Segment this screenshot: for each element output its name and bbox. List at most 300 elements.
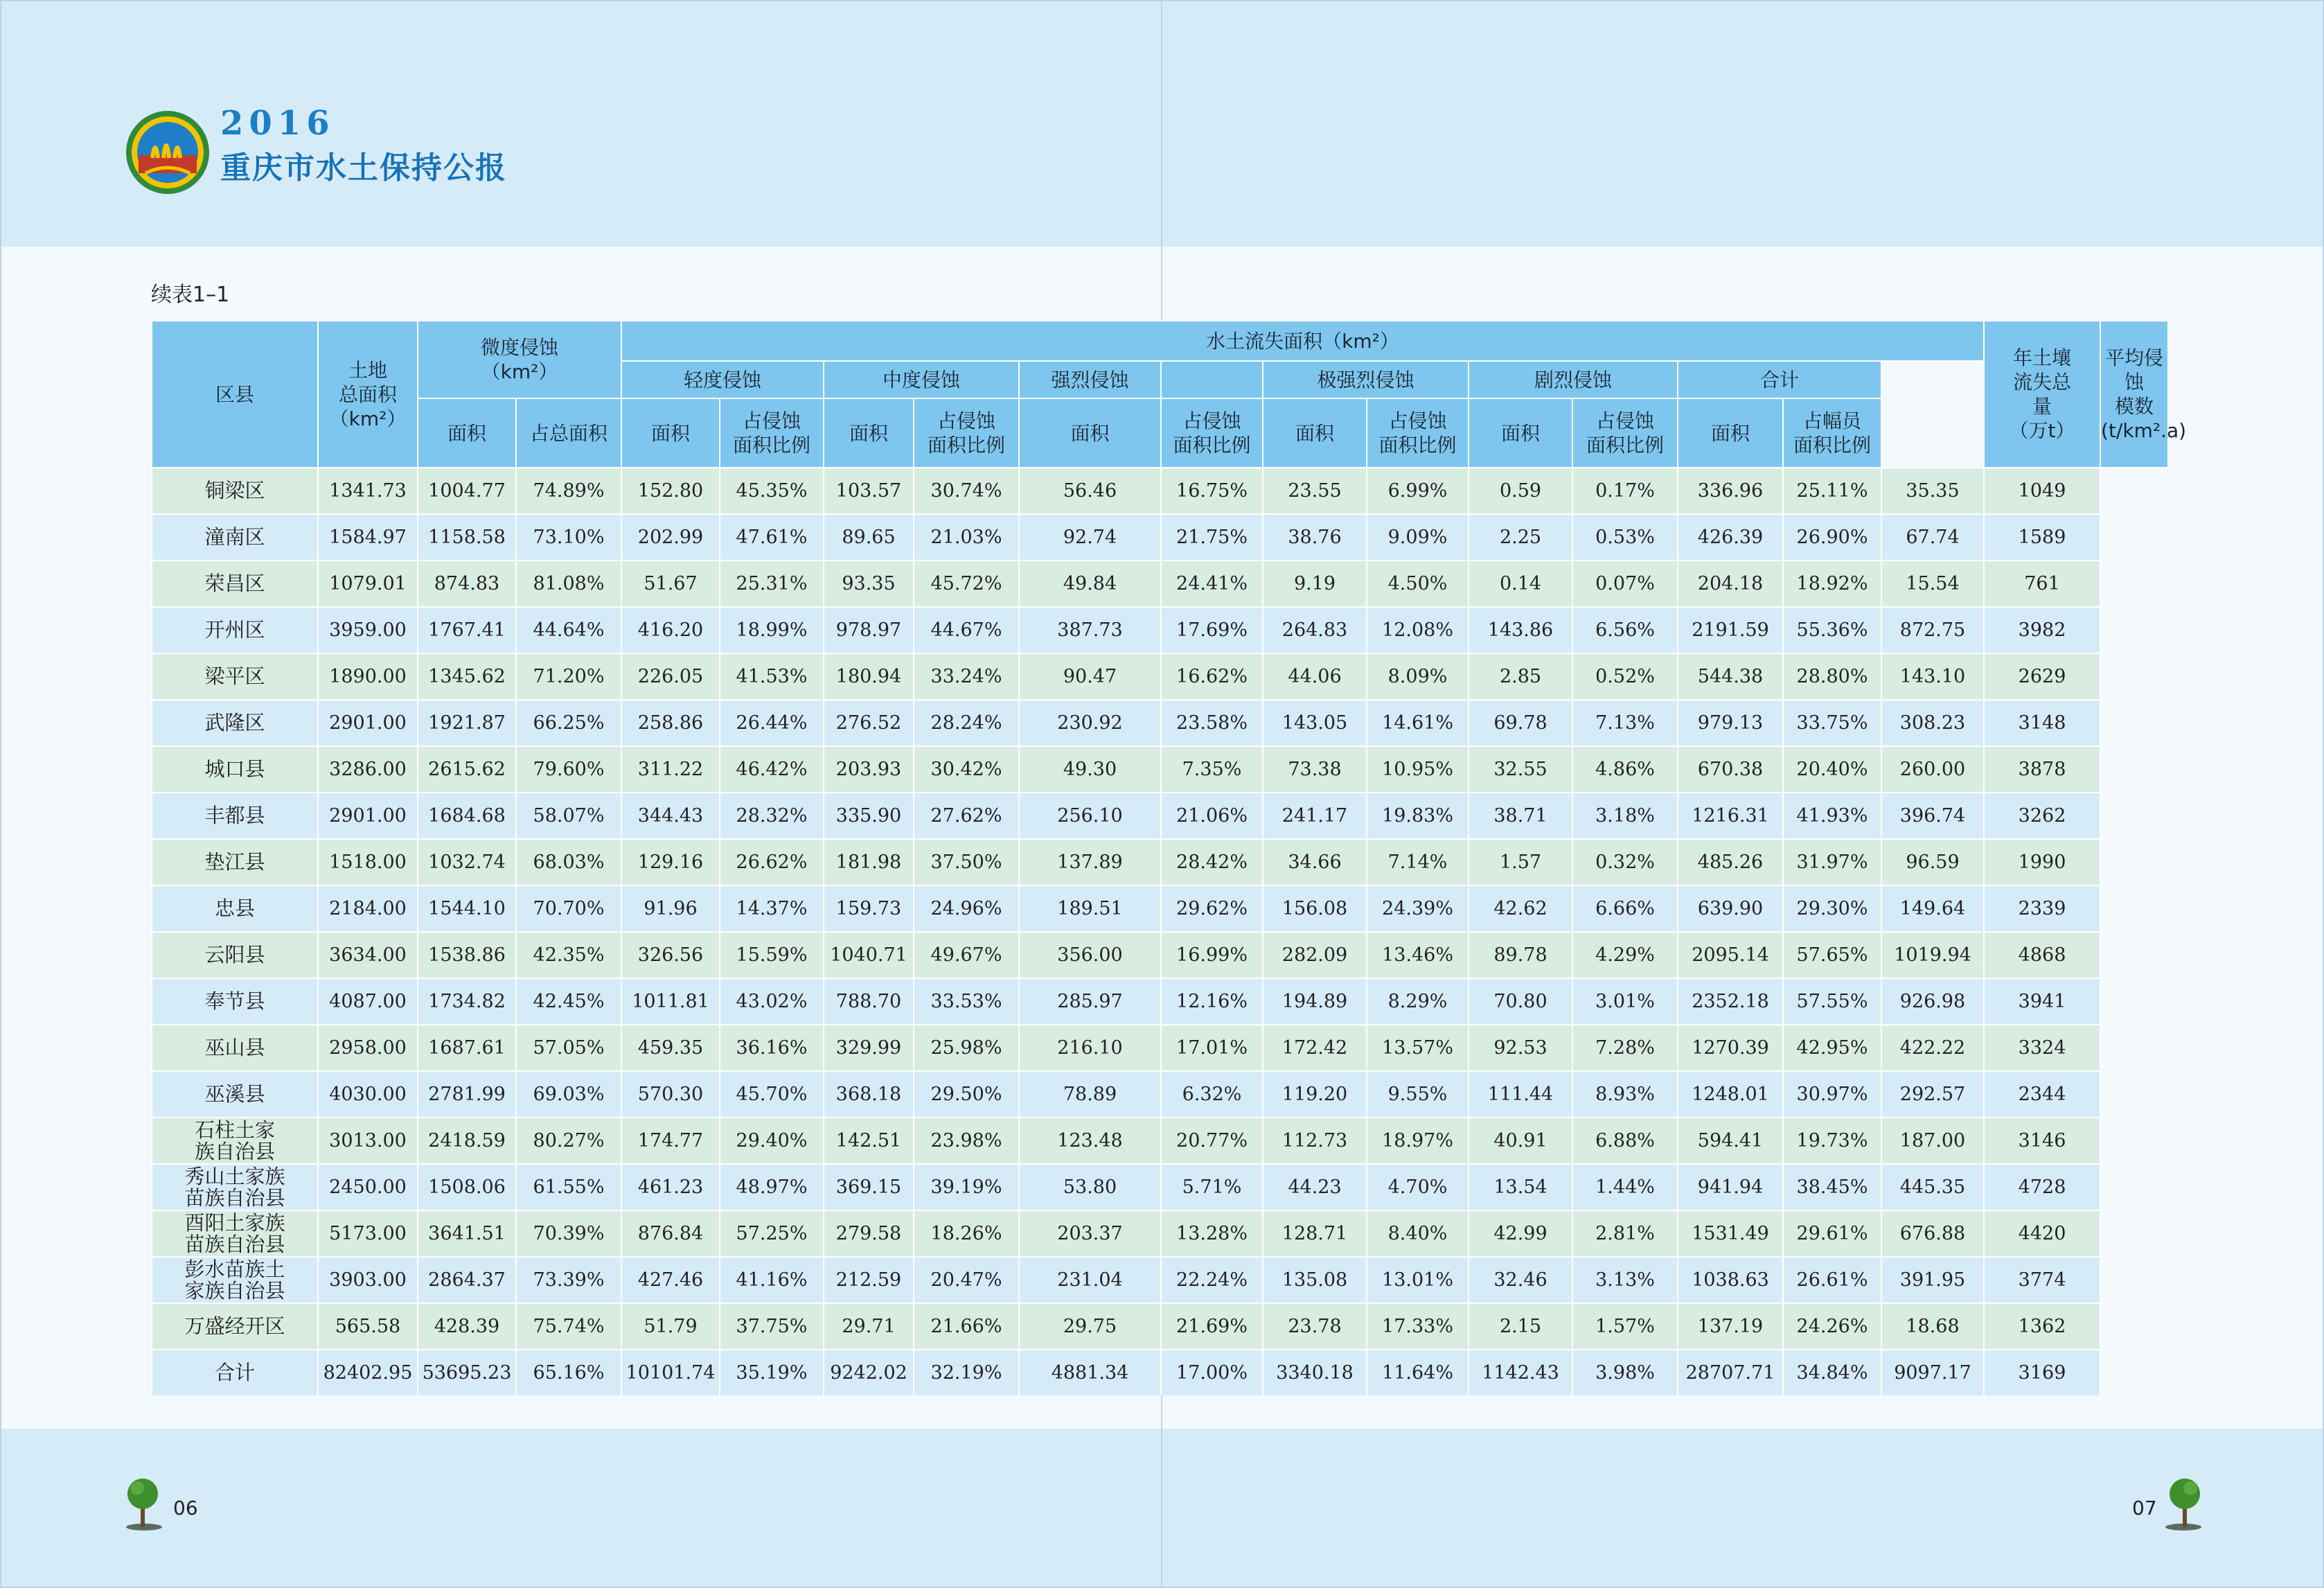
data-cell: 37.75% (720, 1303, 824, 1350)
data-cell: 42.45% (516, 978, 621, 1025)
data-cell: 3286.00 (318, 746, 418, 793)
data-cell: 416.20 (621, 607, 720, 653)
light-pct-l1: 占侵蚀 (743, 409, 801, 432)
moderate-pct-l1: 占侵蚀 (937, 409, 996, 432)
sub-very-intense-pct (1367, 398, 1469, 468)
data-cell: 2958.00 (318, 1025, 418, 1071)
data-cell: 1019.94 (1881, 932, 1984, 978)
data-cell: 459.35 (621, 1025, 720, 1071)
data-cell: 96.59 (1881, 839, 1984, 885)
data-cell: 29.62% (1161, 885, 1263, 932)
data-cell: 75.74% (516, 1303, 621, 1350)
data-cell: 70.70% (516, 885, 621, 932)
data-cell: 2339 (1984, 885, 2100, 932)
data-cell: 79.60% (516, 746, 621, 793)
data-cell: 639.90 (1678, 885, 1783, 932)
data-cell: 25.98% (914, 1025, 1019, 1071)
data-cell: 3148 (1984, 700, 2100, 746)
data-cell: 45.72% (914, 561, 1019, 607)
data-cell: 8.93% (1572, 1071, 1678, 1118)
data-cell: 2450.00 (318, 1164, 418, 1210)
data-cell: 112.73 (1263, 1118, 1367, 1164)
district-name-cell: 城口县 (152, 746, 318, 793)
district-name-cell: 秀山土家族 苗族自治县 (152, 1164, 318, 1210)
data-cell: 22.24% (1161, 1257, 1263, 1303)
light-pct-l2: 面积比例 (733, 434, 811, 457)
data-cell: 1734.82 (418, 978, 516, 1025)
data-cell: 422.22 (1881, 1025, 1984, 1071)
data-cell: 1142.43 (1469, 1350, 1572, 1395)
data-cell: 16.99% (1161, 932, 1263, 978)
sub-moderate-pct (914, 398, 1019, 468)
page-number-left: 06 (173, 1497, 198, 1519)
data-cell: 69.78 (1469, 700, 1572, 746)
data-cell: 1538.86 (418, 932, 516, 978)
data-cell: 4728 (1984, 1164, 2100, 1210)
data-cell: 3941 (1984, 978, 2100, 1025)
data-cell: 2.15 (1469, 1303, 1572, 1350)
data-cell: 29.75 (1019, 1303, 1161, 1350)
data-cell: 2191.59 (1678, 607, 1783, 653)
data-cell: 35.19% (720, 1350, 824, 1395)
data-cell: 7.14% (1367, 839, 1469, 885)
data-cell: 1032.74 (418, 839, 516, 885)
data-cell: 14.61% (1367, 700, 1469, 746)
col-header-total: 合计 (1678, 361, 1881, 398)
data-cell: 2615.62 (418, 746, 516, 793)
sub-severe-area: 面积 (1469, 398, 1572, 468)
data-cell: 20.77% (1161, 1118, 1263, 1164)
data-cell: 2781.99 (418, 1071, 516, 1118)
data-cell: 1158.58 (418, 514, 516, 561)
data-cell: 2352.18 (1678, 978, 1783, 1025)
data-cell: 41.16% (720, 1257, 824, 1303)
slight-label: 微度侵蚀 (481, 336, 559, 359)
data-cell: 128.71 (1263, 1210, 1367, 1257)
district-name-cell: 奉节县 (152, 978, 318, 1025)
data-cell: 26.90% (1783, 514, 1881, 561)
data-cell: 212.59 (824, 1257, 914, 1303)
data-cell: 19.73% (1783, 1118, 1881, 1164)
data-cell: 24.39% (1367, 885, 1469, 932)
data-cell: 1216.31 (1678, 793, 1783, 839)
data-cell: 25.31% (720, 561, 824, 607)
data-cell: 3774 (1984, 1257, 2100, 1303)
data-cell: 670.38 (1678, 746, 1783, 793)
data-cell: 1584.97 (318, 514, 418, 561)
data-cell: 10.95% (1367, 746, 1469, 793)
data-cell: 70.80 (1469, 978, 1572, 1025)
col-header-total-area (318, 321, 418, 468)
data-cell: 33.53% (914, 978, 1019, 1025)
sub-light-area: 面积 (621, 398, 720, 468)
data-cell: 28.32% (720, 793, 824, 839)
data-cell: 258.86 (621, 700, 720, 746)
data-cell: 285.97 (1019, 978, 1161, 1025)
data-cell: 174.77 (621, 1118, 720, 1164)
data-cell: 49.30 (1019, 746, 1161, 793)
data-cell: 4087.00 (318, 978, 418, 1025)
data-cell: 28.24% (914, 700, 1019, 746)
data-cell: 2.25 (1469, 514, 1572, 561)
data-cell: 2864.37 (418, 1257, 516, 1303)
data-cell: 428.39 (418, 1303, 516, 1350)
data-cell: 53.80 (1019, 1164, 1161, 1210)
col-header-slight (418, 321, 621, 398)
data-cell: 44.06 (1263, 653, 1367, 700)
data-cell: 16.75% (1161, 468, 1263, 514)
sub-very-intense-area: 面积 (1263, 398, 1367, 468)
data-cell: 73.38 (1263, 746, 1367, 793)
data-cell: 143.10 (1881, 653, 1984, 700)
data-cell: 9097.17 (1881, 1350, 1984, 1395)
data-cell: 61.55% (516, 1164, 621, 1210)
total-area-line2: 总面积 (338, 382, 397, 406)
total-area-line3: （km²） (329, 407, 407, 430)
data-cell: 80.27% (516, 1118, 621, 1164)
data-cell: 256.10 (1019, 793, 1161, 839)
data-cell: 180.94 (824, 653, 914, 700)
data-cell: 14.37% (720, 885, 824, 932)
data-cell: 3878 (1984, 746, 2100, 793)
data-cell: 1038.63 (1678, 1257, 1783, 1303)
data-cell: 2184.00 (318, 885, 418, 932)
col-header-annual-loss (1984, 321, 2100, 468)
data-cell: 10101.74 (621, 1350, 720, 1395)
data-cell: 13.54 (1469, 1164, 1572, 1210)
table-row (152, 1303, 2168, 1350)
data-cell: 74.89% (516, 468, 621, 514)
annual-loss-line3: 量 (2032, 395, 2052, 418)
data-cell: 4030.00 (318, 1071, 418, 1118)
sub-slight-area: 面积 (418, 398, 516, 468)
data-cell: 4.86% (1572, 746, 1678, 793)
data-cell: 42.95% (1783, 1025, 1881, 1071)
data-cell: 47.61% (720, 514, 824, 561)
data-cell: 29.40% (720, 1118, 824, 1164)
data-cell: 129.16 (621, 839, 720, 885)
data-cell: 426.39 (1678, 514, 1783, 561)
data-cell: 336.96 (1678, 468, 1783, 514)
data-cell: 18.97% (1367, 1118, 1469, 1164)
district-name-cell: 万盛经开区 (152, 1303, 318, 1350)
data-cell: 28.80% (1783, 653, 1881, 700)
data-cell: 1.44% (1572, 1164, 1678, 1210)
data-cell: 49.84 (1019, 561, 1161, 607)
data-cell: 4.50% (1367, 561, 1469, 607)
table-row (152, 468, 2168, 514)
data-cell: 57.25% (720, 1210, 824, 1257)
table-row (152, 1210, 2168, 1257)
data-cell: 276.52 (824, 700, 914, 746)
intense-pct-l1: 占侵蚀 (1182, 409, 1241, 432)
data-cell: 876.84 (621, 1210, 720, 1257)
data-cell: 978.97 (824, 607, 914, 653)
data-cell: 13.57% (1367, 1025, 1469, 1071)
data-cell: 42.35% (516, 932, 621, 978)
data-cell: 7.35% (1161, 746, 1263, 793)
data-cell: 391.95 (1881, 1257, 1984, 1303)
col-header-intense: 强烈侵蚀 (1019, 361, 1161, 398)
data-cell: 13.01% (1367, 1257, 1469, 1303)
data-cell: 24.41% (1161, 561, 1263, 607)
sub-slight-pct: 占总面积 (516, 398, 621, 468)
data-cell: 544.38 (1678, 653, 1783, 700)
data-cell: 311.22 (621, 746, 720, 793)
col-header-loss-area: 水土流失面积（km²） (621, 321, 1984, 361)
data-cell: 37.50% (914, 839, 1019, 885)
data-cell: 18.26% (914, 1210, 1019, 1257)
table-row (152, 1025, 2168, 1071)
data-cell: 0.52% (1572, 653, 1678, 700)
total-pct-l2: 面积比例 (1793, 434, 1872, 457)
data-cell: 1.57 (1469, 839, 1572, 885)
table-row (152, 885, 2168, 932)
data-cell: 1362 (1984, 1303, 2100, 1350)
data-cell: 20.40% (1783, 746, 1881, 793)
data-cell: 32.55 (1469, 746, 1572, 793)
data-cell: 9242.02 (824, 1350, 914, 1395)
data-cell: 4420 (1984, 1210, 2100, 1257)
data-cell: 26.61% (1783, 1257, 1881, 1303)
data-cell: 1004.77 (418, 468, 516, 514)
data-cell: 53695.23 (418, 1350, 516, 1395)
data-cell: 6.32% (1161, 1071, 1263, 1118)
data-cell: 1767.41 (418, 607, 516, 653)
district-name-cell: 云阳县 (152, 932, 318, 978)
data-cell: 15.54 (1881, 561, 1984, 607)
district-name-cell: 石柱土家 族自治县 (152, 1118, 318, 1164)
data-cell: 27.62% (914, 793, 1019, 839)
table-row (152, 607, 2168, 653)
data-cell: 73.10% (516, 514, 621, 561)
data-cell: 3.18% (1572, 793, 1678, 839)
data-cell: 28.42% (1161, 839, 1263, 885)
data-cell: 18.92% (1783, 561, 1881, 607)
data-cell: 676.88 (1881, 1210, 1984, 1257)
data-cell: 6.99% (1367, 468, 1469, 514)
data-cell: 30.42% (914, 746, 1019, 793)
data-cell: 42.62 (1469, 885, 1572, 932)
col-header-very-intense: 极强烈侵蚀 (1263, 361, 1469, 398)
data-cell: 135.08 (1263, 1257, 1367, 1303)
data-cell: 78.89 (1019, 1071, 1161, 1118)
district-name-cell: 酉阳土家族 苗族自治县 (152, 1210, 318, 1257)
data-cell: 16.62% (1161, 653, 1263, 700)
district-name-cell: 荣昌区 (152, 561, 318, 607)
data-cell: 36.16% (720, 1025, 824, 1071)
data-cell: 4868 (1984, 932, 2100, 978)
data-cell: 30.97% (1783, 1071, 1881, 1118)
data-cell: 279.58 (824, 1210, 914, 1257)
data-cell: 119.20 (1263, 1071, 1367, 1118)
data-cell: 3.01% (1572, 978, 1678, 1025)
data-cell: 427.46 (621, 1257, 720, 1303)
annual-loss-line4: （万t） (2009, 419, 2075, 442)
data-cell: 51.79 (621, 1303, 720, 1350)
data-cell: 1011.81 (621, 978, 720, 1025)
district-name-cell: 铜梁区 (152, 468, 318, 514)
data-cell: 1270.39 (1678, 1025, 1783, 1071)
table-caption: 续表1–1 (151, 283, 230, 307)
data-cell: 57.65% (1783, 932, 1881, 978)
data-cell: 9.09% (1367, 514, 1469, 561)
data-cell: 7.13% (1572, 700, 1678, 746)
table-row (152, 1350, 2168, 1395)
data-cell: 202.99 (621, 514, 720, 561)
data-cell: 45.70% (720, 1071, 824, 1118)
data-cell: 45.35% (720, 468, 824, 514)
data-cell: 1049 (1984, 468, 2100, 514)
data-cell: 17.01% (1161, 1025, 1263, 1071)
data-cell: 941.94 (1678, 1164, 1783, 1210)
data-cell: 181.98 (824, 839, 914, 885)
data-cell: 0.17% (1572, 468, 1678, 514)
district-name-cell: 开州区 (152, 607, 318, 653)
data-cell: 1687.61 (418, 1025, 516, 1071)
data-cell: 91.96 (621, 885, 720, 932)
data-cell: 17.69% (1161, 607, 1263, 653)
data-cell: 1531.49 (1678, 1210, 1783, 1257)
sub-severe-pct (1572, 398, 1678, 468)
district-name-cell: 武隆区 (152, 700, 318, 746)
data-cell: 11.64% (1367, 1350, 1469, 1395)
data-cell: 159.73 (824, 885, 914, 932)
data-cell: 34.84% (1783, 1350, 1881, 1395)
data-cell: 3982 (1984, 607, 2100, 653)
data-cell: 42.99 (1469, 1210, 1572, 1257)
data-cell: 18.68 (1881, 1303, 1984, 1350)
data-cell: 3634.00 (318, 932, 418, 978)
data-cell: 38.71 (1469, 793, 1572, 839)
data-cell: 203.37 (1019, 1210, 1161, 1257)
total-area-line1: 土地 (348, 358, 387, 382)
data-cell: 143.05 (1263, 700, 1367, 746)
very-intense-pct-l1: 占侵蚀 (1388, 409, 1447, 432)
data-cell: 46.42% (720, 746, 824, 793)
data-cell: 396.74 (1881, 793, 1984, 839)
data-cell: 874.83 (418, 561, 516, 607)
data-cell: 49.67% (914, 932, 1019, 978)
data-cell: 3262 (1984, 793, 2100, 839)
data-cell: 137.89 (1019, 839, 1161, 885)
district-name-cell: 彭水苗族土 家族自治县 (152, 1257, 318, 1303)
data-cell: 111.44 (1469, 1071, 1572, 1118)
data-cell: 1518.00 (318, 839, 418, 885)
annual-loss-line1: 年土壤 (2013, 346, 2072, 369)
table-row (152, 746, 2168, 793)
sub-total-pct (1783, 398, 1881, 468)
data-cell: 39.19% (914, 1164, 1019, 1210)
erosion-table-body (152, 468, 2168, 1395)
erosion-table-container (151, 320, 2187, 1398)
data-cell: 260.00 (1881, 746, 1984, 793)
data-cell: 1341.73 (318, 468, 418, 514)
table-row (152, 561, 2168, 607)
data-cell: 329.99 (824, 1025, 914, 1071)
data-cell: 3340.18 (1263, 1350, 1367, 1395)
data-cell: 21.06% (1161, 793, 1263, 839)
col-header-light: 轻度侵蚀 (621, 361, 824, 398)
district-name-cell: 忠县 (152, 885, 318, 932)
data-cell: 231.04 (1019, 1257, 1161, 1303)
data-cell: 149.64 (1881, 885, 1984, 932)
data-cell: 1921.87 (418, 700, 516, 746)
table-row (152, 1071, 2168, 1118)
severe-pct-l2: 面积比例 (1586, 434, 1665, 457)
col-header-district: 区县 (152, 321, 318, 468)
data-cell: 19.83% (1367, 793, 1469, 839)
data-cell: 7.28% (1572, 1025, 1678, 1071)
data-cell: 29.30% (1783, 885, 1881, 932)
data-cell: 872.75 (1881, 607, 1984, 653)
data-cell: 29.50% (914, 1071, 1019, 1118)
data-cell: 156.08 (1263, 885, 1367, 932)
data-cell: 41.93% (1783, 793, 1881, 839)
data-cell: 368.18 (824, 1071, 914, 1118)
data-cell: 264.83 (1263, 607, 1367, 653)
data-cell: 3903.00 (318, 1257, 418, 1303)
sub-moderate-area: 面积 (824, 398, 914, 468)
data-cell: 43.02% (720, 978, 824, 1025)
data-cell: 2901.00 (318, 700, 418, 746)
data-cell: 66.25% (516, 700, 621, 746)
data-cell: 1589 (1984, 514, 2100, 561)
data-cell: 2344 (1984, 1071, 2100, 1118)
data-cell: 1990 (1984, 839, 2100, 885)
table-row (152, 653, 2168, 700)
data-cell: 65.16% (516, 1350, 621, 1395)
data-cell: 226.05 (621, 653, 720, 700)
data-cell: 31.97% (1783, 839, 1881, 885)
data-cell: 70.39% (516, 1210, 621, 1257)
data-cell: 69.03% (516, 1071, 621, 1118)
district-name-cell: 巫溪县 (152, 1071, 318, 1118)
data-cell: 41.53% (720, 653, 824, 700)
data-cell: 2095.14 (1678, 932, 1783, 978)
modulus-line1: 平均侵蚀 (2105, 346, 2164, 394)
data-cell: 89.78 (1469, 932, 1572, 978)
data-cell: 142.51 (824, 1118, 914, 1164)
data-cell: 926.98 (1881, 978, 1984, 1025)
data-cell: 1345.62 (418, 653, 516, 700)
data-cell: 1040.71 (824, 932, 914, 978)
data-cell: 445.35 (1881, 1164, 1984, 1210)
data-cell: 2418.59 (418, 1118, 516, 1164)
data-cell: 3146 (1984, 1118, 2100, 1164)
col-header-severe: 剧烈侵蚀 (1469, 361, 1678, 398)
modulus-line2: 模数 (2115, 395, 2154, 418)
data-cell: 24.26% (1783, 1303, 1881, 1350)
table-row (152, 700, 2168, 746)
data-cell: 38.76 (1263, 514, 1367, 561)
data-cell: 1.57% (1572, 1303, 1678, 1350)
data-cell: 82402.95 (318, 1350, 418, 1395)
data-cell: 143.86 (1469, 607, 1572, 653)
data-cell: 4.70% (1367, 1164, 1469, 1210)
data-cell: 44.23 (1263, 1164, 1367, 1210)
district-name-cell: 潼南区 (152, 514, 318, 561)
data-cell: 18.99% (720, 607, 824, 653)
data-cell: 56.46 (1019, 468, 1161, 514)
data-cell: 5173.00 (318, 1210, 418, 1257)
data-cell: 594.41 (1678, 1118, 1783, 1164)
data-cell: 0.32% (1572, 839, 1678, 885)
data-cell: 8.09% (1367, 653, 1469, 700)
data-cell: 23.98% (914, 1118, 1019, 1164)
data-cell: 51.67 (621, 561, 720, 607)
data-cell: 204.18 (1678, 561, 1783, 607)
